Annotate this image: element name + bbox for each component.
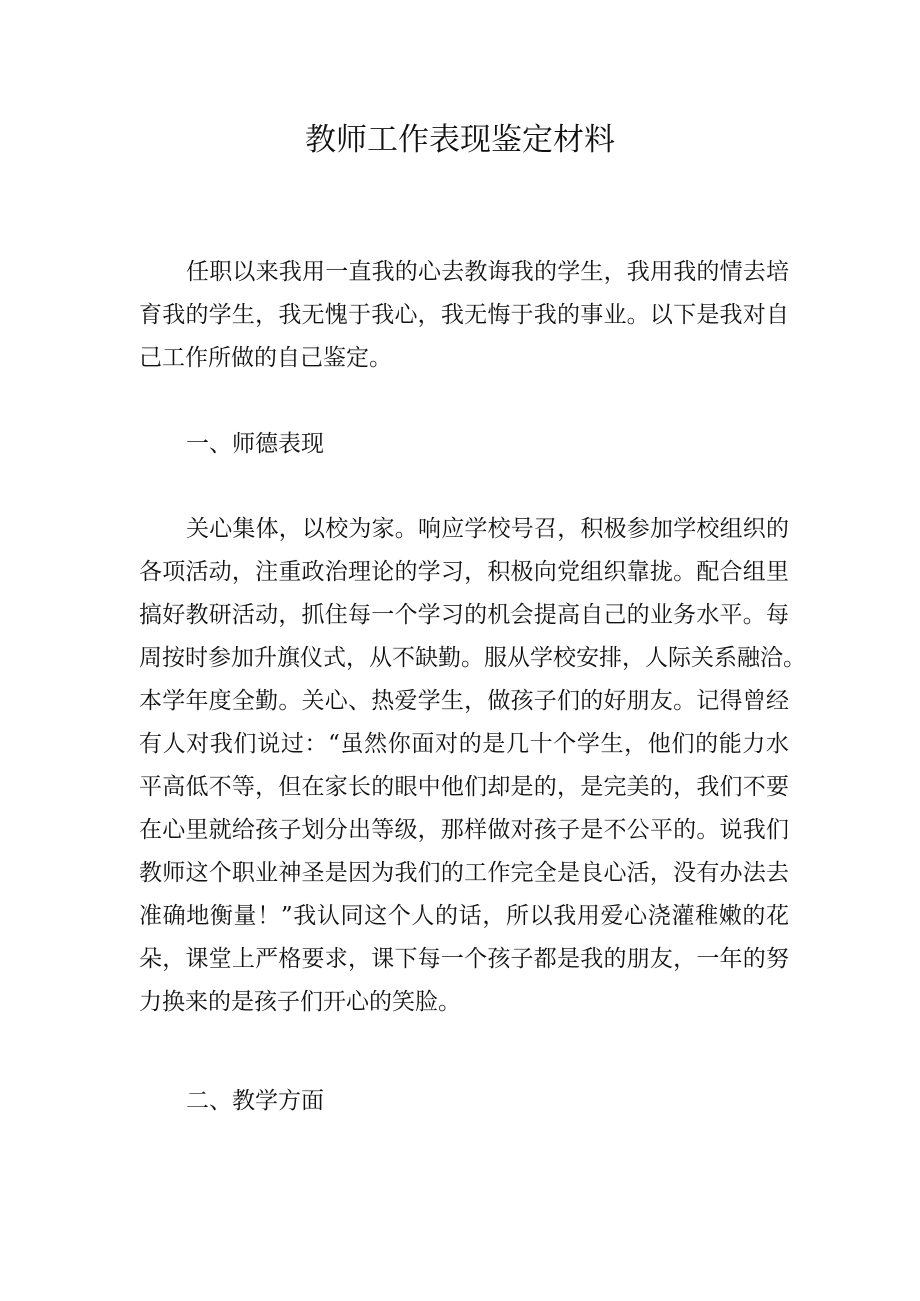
body-line: 周按时参加升旗仪式，从不缺勤。服从学校安排，人际关系融洽。: [139, 645, 806, 671]
section-heading-text: 一、师德表现: [186, 431, 324, 457]
body-line: 关心集体，以校为家。响应学校号召，积极参加学校组织的: [186, 516, 789, 542]
body-line: 搞好教研活动，抓住每一个学习的机会提高自己的业务水平。每: [139, 602, 789, 628]
body-line: 平高低不等，但在家长的眼中他们却是的，是完美的，我们不要: [139, 774, 789, 800]
intro-paragraph: [139, 251, 789, 380]
ethics-paragraph: [139, 508, 806, 1024]
intro-line: 育我的学生，我无愧于我心，我无悔于我的事业。以下是我对自: [139, 302, 789, 328]
body-line: 朵，课堂上严格要求，课下每一个孩子都是我的朋友，一年的努: [139, 946, 789, 972]
document-title: 教师工作表现鉴定材料: [305, 122, 615, 158]
body-line: 准确地衡量！”我认同这个人的话，所以我用爱心浇灌稚嫩的花: [139, 903, 789, 929]
section-heading-teaching: [139, 1080, 789, 1123]
body-line: 教师这个职业神圣是因为我们的工作完全是良心活，没有办法去: [139, 860, 789, 886]
section-heading-ethics: [139, 423, 789, 466]
body-line: 有人对我们说过：“虽然你面对的是几十个学生，他们的能力水: [139, 731, 789, 757]
body-line: 本学年度全勤。关心、热爱学生，做孩子们的好朋友。记得曾经: [139, 688, 789, 714]
intro-line: 己工作所做的自己鉴定。: [139, 345, 392, 371]
body-line: 力换来的是孩子们开心的笑脸。: [139, 989, 461, 1015]
section-heading-text: 二、教学方面: [186, 1088, 324, 1114]
body-line: 在心里就给孩子划分出等级，那样做对孩子是不公平的。说我们: [139, 817, 789, 843]
body-line: 各项活动，注重政治理论的学习，积极向党组织靠拢。配合组里: [139, 559, 789, 585]
intro-line: 任职以来我用一直我的心去教诲我的学生，我用我的情去培: [186, 259, 789, 285]
